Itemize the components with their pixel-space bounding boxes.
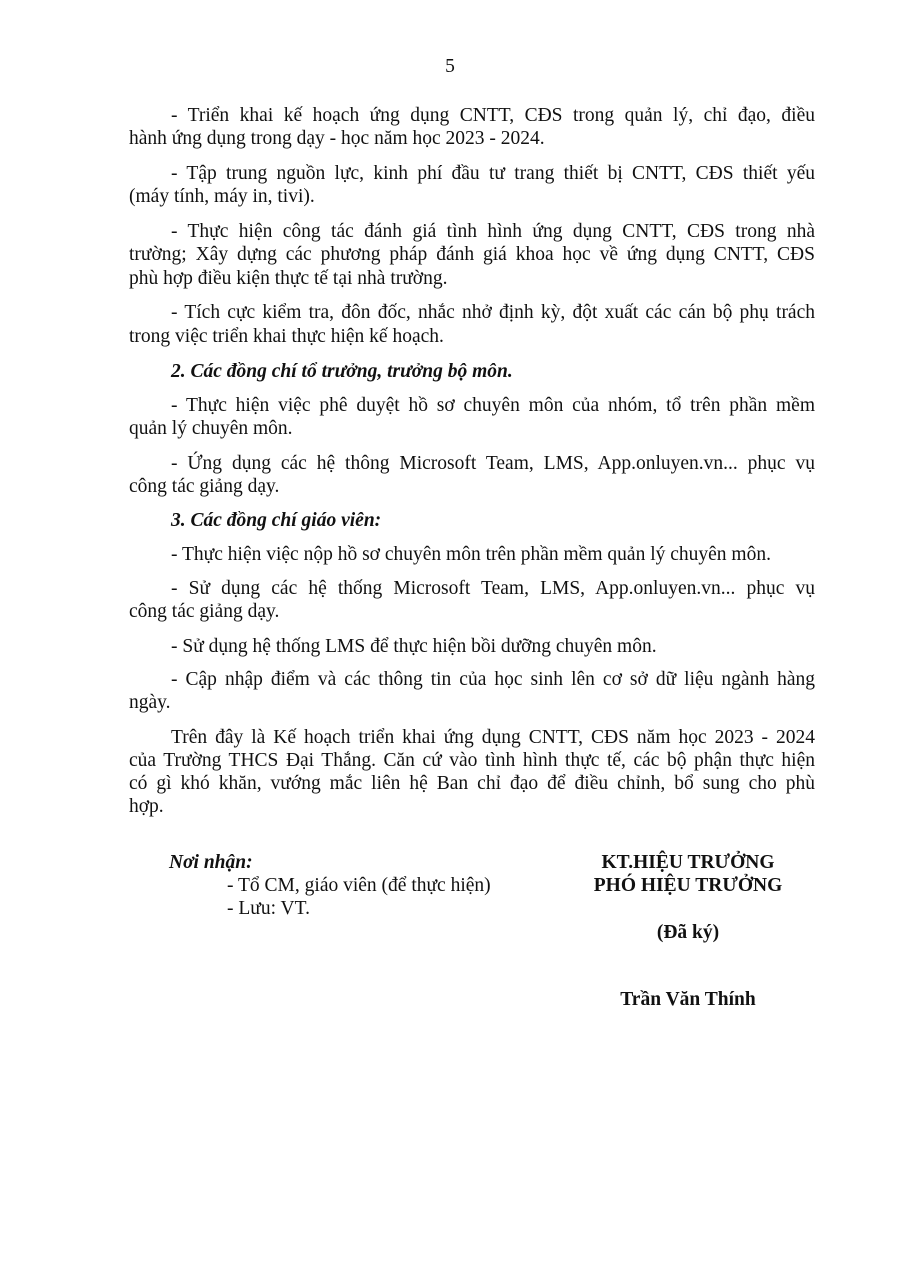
section-heading: 3. Các đồng chí giáo viên: xyxy=(171,510,382,531)
signature-status: (Đã ký) xyxy=(656,922,720,943)
paragraph-line: - Sử dụng các hệ thống Microsoft Team, LMS, App.onluyen.vn... phục vụ xyxy=(171,578,815,599)
signature-subtitle: PHÓ HIỆU TRƯỞNG xyxy=(593,875,783,896)
paragraph-line: - Tập trung nguồn lực, kinh phí đầu tư trang thiết bị CNTT, CĐS thiết yếu xyxy=(171,163,815,184)
paragraph-line: phù hợp điều kiện thực tế tại nhà trường. xyxy=(129,268,448,289)
paragraph-line: - Thực hiện việc nộp hồ sơ chuyên môn trên phần mềm quản lý chuyên môn. xyxy=(171,544,771,565)
signature-title: KT.HIỆU TRƯỞNG xyxy=(601,852,775,873)
paragraph-line: của Trường THCS Đại Thắng. Căn cứ vào tình hình thực tế, các bộ phận thực hiện xyxy=(129,750,815,771)
page-number: 5 xyxy=(445,56,455,77)
signer-name: Trần Văn Thính xyxy=(620,989,756,1010)
recipient-item: - Tổ CM, giáo viên (để thực hiện) xyxy=(227,875,491,896)
paragraph-line: công tác giảng dạy. xyxy=(129,476,280,497)
paragraph-line: - Cập nhập điểm và các thông tin của học sinh lên cơ sở dữ liệu ngành hàng xyxy=(171,669,815,690)
paragraph-line: công tác giảng dạy. xyxy=(129,601,280,622)
paragraph-line: (máy tính, máy in, tivi). xyxy=(129,186,315,207)
paragraph-line: - Triển khai kế hoạch ứng dụng CNTT, CĐS trong quản lý, chỉ đạo, điều xyxy=(171,105,815,126)
paragraph-line: Trên đây là Kế hoạch triển khai ứng dụng CNTT, CĐS năm học 2023 - 2024 xyxy=(171,727,815,748)
paragraph-line: có gì khó khăn, vướng mắc liên hệ Ban chỉ đạo để điều chỉnh, bổ sung cho phù xyxy=(129,773,815,794)
paragraph-line: trường; Xây dựng các phương pháp đánh giá khoa học về ứng dụng CNTT, CĐS xyxy=(129,244,815,265)
paragraph-line: - Thực hiện việc phê duyệt hồ sơ chuyên môn của nhóm, tổ trên phần mềm xyxy=(171,395,815,416)
paragraph-line: - Sử dụng hệ thống LMS để thực hiện bồi dưỡng chuyên môn. xyxy=(171,636,657,657)
section-heading: 2. Các đồng chí tổ trưởng, trưởng bộ môn. xyxy=(171,361,513,382)
recipient-item: - Lưu: VT. xyxy=(227,898,310,919)
paragraph-line: - Thực hiện công tác đánh giá tình hình ứng dụng CNTT, CĐS trong nhà xyxy=(171,221,815,242)
paragraph-line: hợp. xyxy=(129,796,164,817)
paragraph-line: - Ứng dụng các hệ thông Microsoft Team, LMS, App.onluyen.vn... phục vụ xyxy=(171,453,815,474)
paragraph-line: ngày. xyxy=(129,692,171,713)
paragraph-line: quản lý chuyên môn. xyxy=(129,418,293,439)
paragraph-line: hành ứng dụng trong dạy - học năm học 2023 - 2024. xyxy=(129,128,545,149)
paragraph-line: trong việc triển khai thực hiện kế hoạch. xyxy=(129,326,444,347)
paragraph-line: - Tích cực kiểm tra, đôn đốc, nhắc nhở định kỳ, đột xuất các cán bộ phụ trách xyxy=(171,302,815,323)
recipients-label: Nơi nhận: xyxy=(169,852,253,873)
